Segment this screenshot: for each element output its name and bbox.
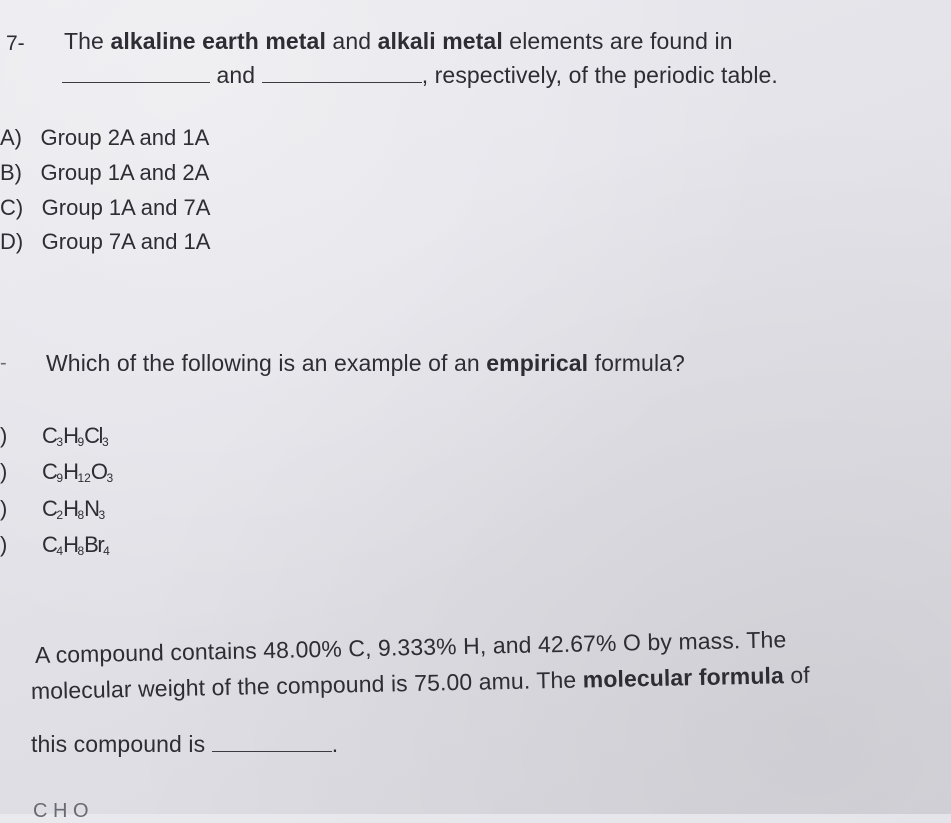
q7-option-c[interactable]: C) Group 1A and 7A bbox=[0, 195, 211, 220]
question-8-text: Which of the following is an example of an empirical formula? bbox=[46, 350, 685, 376]
q8-option-b[interactable]: ) $C_9H_{12}O_3$ bbox=[0, 459, 114, 485]
formula-b: $C_9H_{12}O_3$ bbox=[42, 459, 114, 485]
question-8-number: - bbox=[0, 352, 7, 374]
question-7-line-1: The alkaline earth metal and alkali metal elements are found in bbox=[64, 28, 733, 54]
answer-blank-1[interactable] bbox=[62, 62, 210, 83]
question-7-line-2: and , respectively, of the periodic table. bbox=[62, 62, 778, 89]
q7-option-a[interactable]: A) Group 2A and 1A bbox=[0, 125, 210, 150]
q8-option-a[interactable]: ) $C_3H_9Cl_3$ bbox=[0, 423, 109, 449]
answer-blank-3[interactable] bbox=[212, 731, 332, 752]
answer-blank-2[interactable] bbox=[262, 62, 422, 83]
q7-option-b[interactable]: B) Group 1A and 2A bbox=[0, 160, 210, 185]
question-7-number: 7- bbox=[6, 32, 25, 55]
question-9-line-3: this compound is . bbox=[31, 731, 339, 757]
cut-off-answer-fragment: C H O bbox=[33, 800, 89, 822]
q8-option-c[interactable]: ) $C_2H_8N_3$ bbox=[0, 496, 106, 522]
formula-d: $C_4H_8Br_4$ bbox=[42, 532, 110, 558]
q7-option-d[interactable]: D) Group 7A and 1A bbox=[0, 229, 211, 254]
formula-a: $C_3H_9Cl_3$ bbox=[42, 423, 109, 449]
formula-c: $C_2H_8N_3$ bbox=[42, 496, 106, 522]
q8-option-d[interactable]: ) $C_4H_8Br_4$ bbox=[0, 532, 110, 558]
question-9-line-2: molecular weight of the compound is 75.00 amu. The molecular formula of bbox=[30, 661, 810, 704]
question-9-line-1: A compound contains 48.00% C, 9.333% H, and 42.67% O by mass. The bbox=[34, 626, 787, 668]
